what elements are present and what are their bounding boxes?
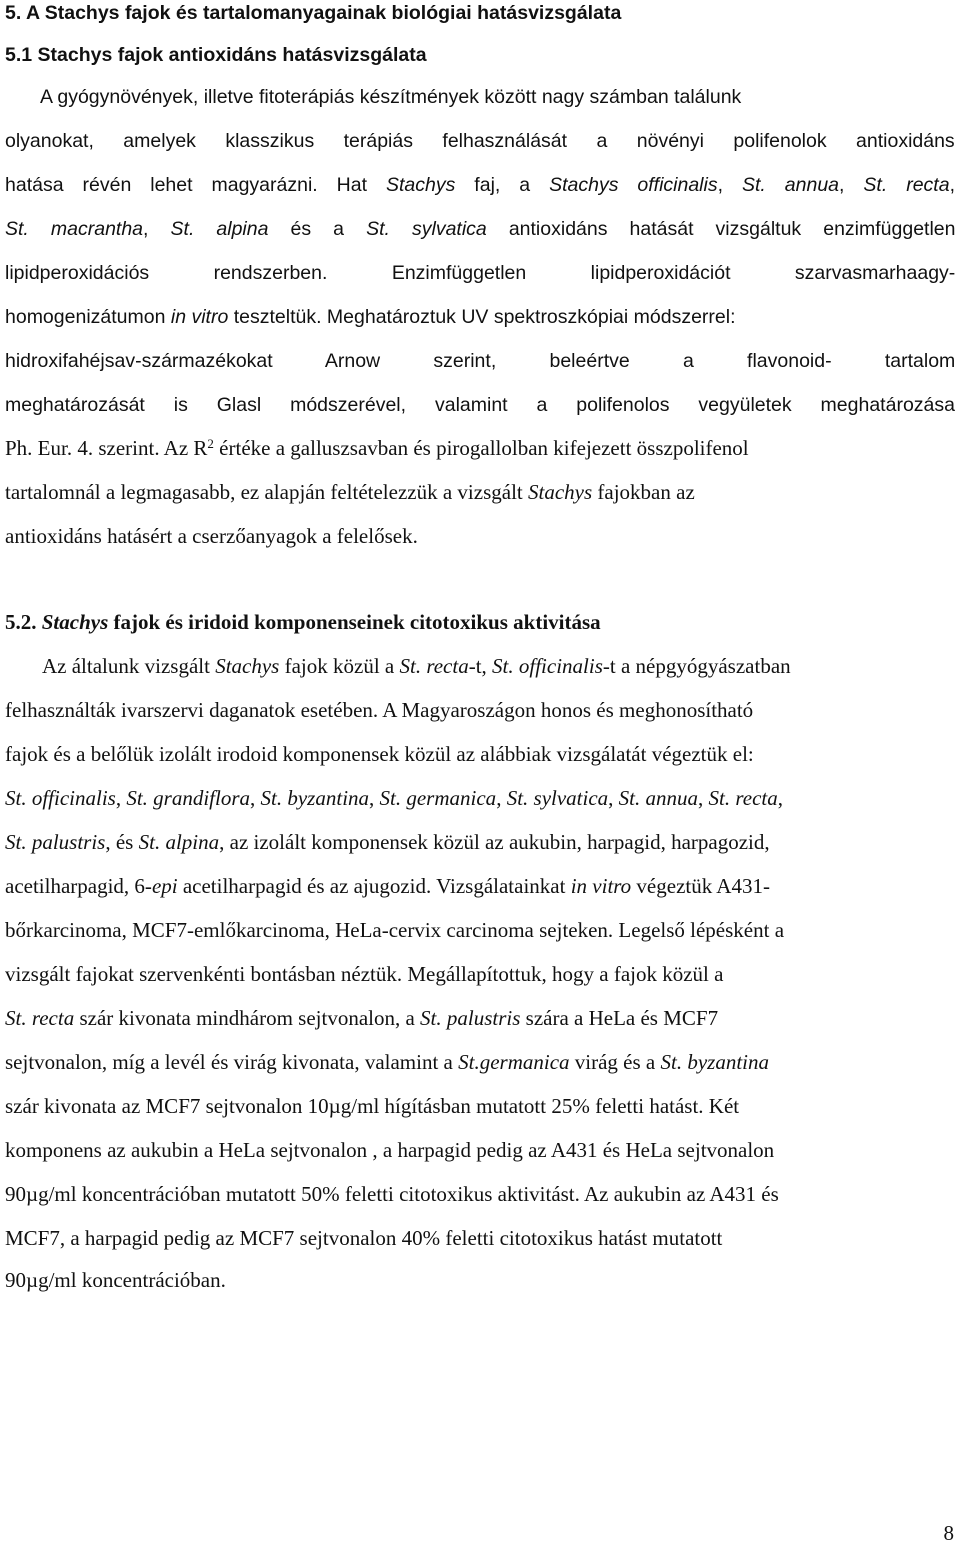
paragraph-line: St. recta szár kivonata mindhárom sejtvonalon, a St. palustris szára a HeLa és MCF7 [5,1006,719,1030]
paragraph-line: tartalomnál a legmagasabb, ez alapján feltételezzük a vizsgált Stachys fajokban az [5,480,695,504]
paragraph-line: 90µg/ml koncentrációban. [5,1268,226,1292]
paragraph-line: szár kivonata az MCF7 sejtvonalon 10µg/ml hígításban mutatott 25% feletti hatást. Két [5,1094,740,1118]
paragraph-line: bőrkarcinoma, MCF7-emlőkarcinoma, HeLa-cervix carcinoma sejteken. Legelső lépésként a [5,918,785,942]
paragraph-line: acetilharpagid, 6-epi acetilharpagid és az ajugozid. Vizsgálatainkat in vitro végeztük A431- [5,874,770,898]
section-heading: 5. A Stachys fajok és tartalomanyagainak biológiai hatásvizsgálata [5,2,622,24]
paragraph-line: Ph. Eur. 4. szerint. Az $R^2$ értéke a galluszsavban és pirogallolban kifejezett összpolifenol [5,435,749,460]
paragraph-line: fajok és a belőlük izolált irodoid komponensek közül az alábbiak vizsgálatát végeztük el: [5,742,754,766]
paragraph-line: St. palustris, és St. alpina, az izolált komponensek közül az aukubin, harpagid, harpagozid, [5,830,770,854]
paragraph-line: Az általunk vizsgált Stachys fajok közül a St. recta-t, St. officinalis-t a népgyógyászatban [42,654,791,678]
paragraph-line: St. macrantha, St. alpina és a St. sylvatica antioxidáns hatását vizsgáltuk enzimfüggetlen [5,218,956,240]
paragraph-line: sejtvonalon, míg a levél és virág kivonata, valamint a St.germanica virág és a St. byzantina [5,1050,769,1074]
subsection-heading-cytotoxic: 5.2. Stachys fajok és iridoid komponenseinek citotoxikus aktivitása [5,610,601,634]
paragraph-line: antioxidáns hatásért a cserzőanyagok a felelősek. [5,524,418,548]
paragraph-line: olyanokat, amelyek klasszikus terápiás felhasználását a növényi polifenolok antioxidáns [5,130,955,152]
paragraph-line: lipidperoxidációs rendszerben. Enzimfüggetlen lipidperoxidációt szarvasmarhaagy- [5,262,956,284]
paragraph-line: A gyógynövények, illetve fitoterápiás készítmények között nagy számban találunk [40,86,742,108]
subsection-heading-antioxidant: 5.1 Stachys fajok antioxidáns hatásvizsgálata [5,44,427,66]
paragraph-line: hidroxifahéjsav-származékokat Arnow szerint, beleértve a flavonoid- tartalom [5,350,956,372]
page-number: 8 [943,1521,954,1545]
paragraph-line: felhasználták ivarszervi daganatok esetében. A Magyaroszágon honos és meghonosítható [5,698,754,722]
paragraph-line: vizsgált fajokat szervenkénti bontásban néztük. Megállapítottuk, hogy a fajok közül a [5,962,724,986]
paragraph-line: MCF7, a harpagid pedig az MCF7 sejtvonalon 40% feletti citotoxikus hatást mutatott [5,1226,723,1250]
paragraph-line: komponens az aukubin a HeLa sejtvonalon , a harpagid pedig az A431 és HeLa sejtvonalon [5,1138,775,1162]
paragraph-line: St. officinalis, St. grandiflora, St. byzantina, St. germanica, St. sylvatica, St. annua, St. recta, [5,786,783,810]
paragraph-line: meghatározását is Glasl módszerével, valamint a polifenolos vegyületek meghatározása [5,394,955,416]
paragraph-line: homogenizátumon in vitro teszteltük. Meghatároztuk UV spektroszkópiai módszerrel: [5,306,736,328]
paragraph-line: hatása révén lehet magyarázni. Hat Stachys faj, a Stachys officinalis, St. annua, St. recta, [5,174,955,196]
paragraph-line: 90µg/ml koncentrációban mutatott 50% feletti citotoxikus aktivitást. Az aukubin az A431 és [5,1182,779,1206]
